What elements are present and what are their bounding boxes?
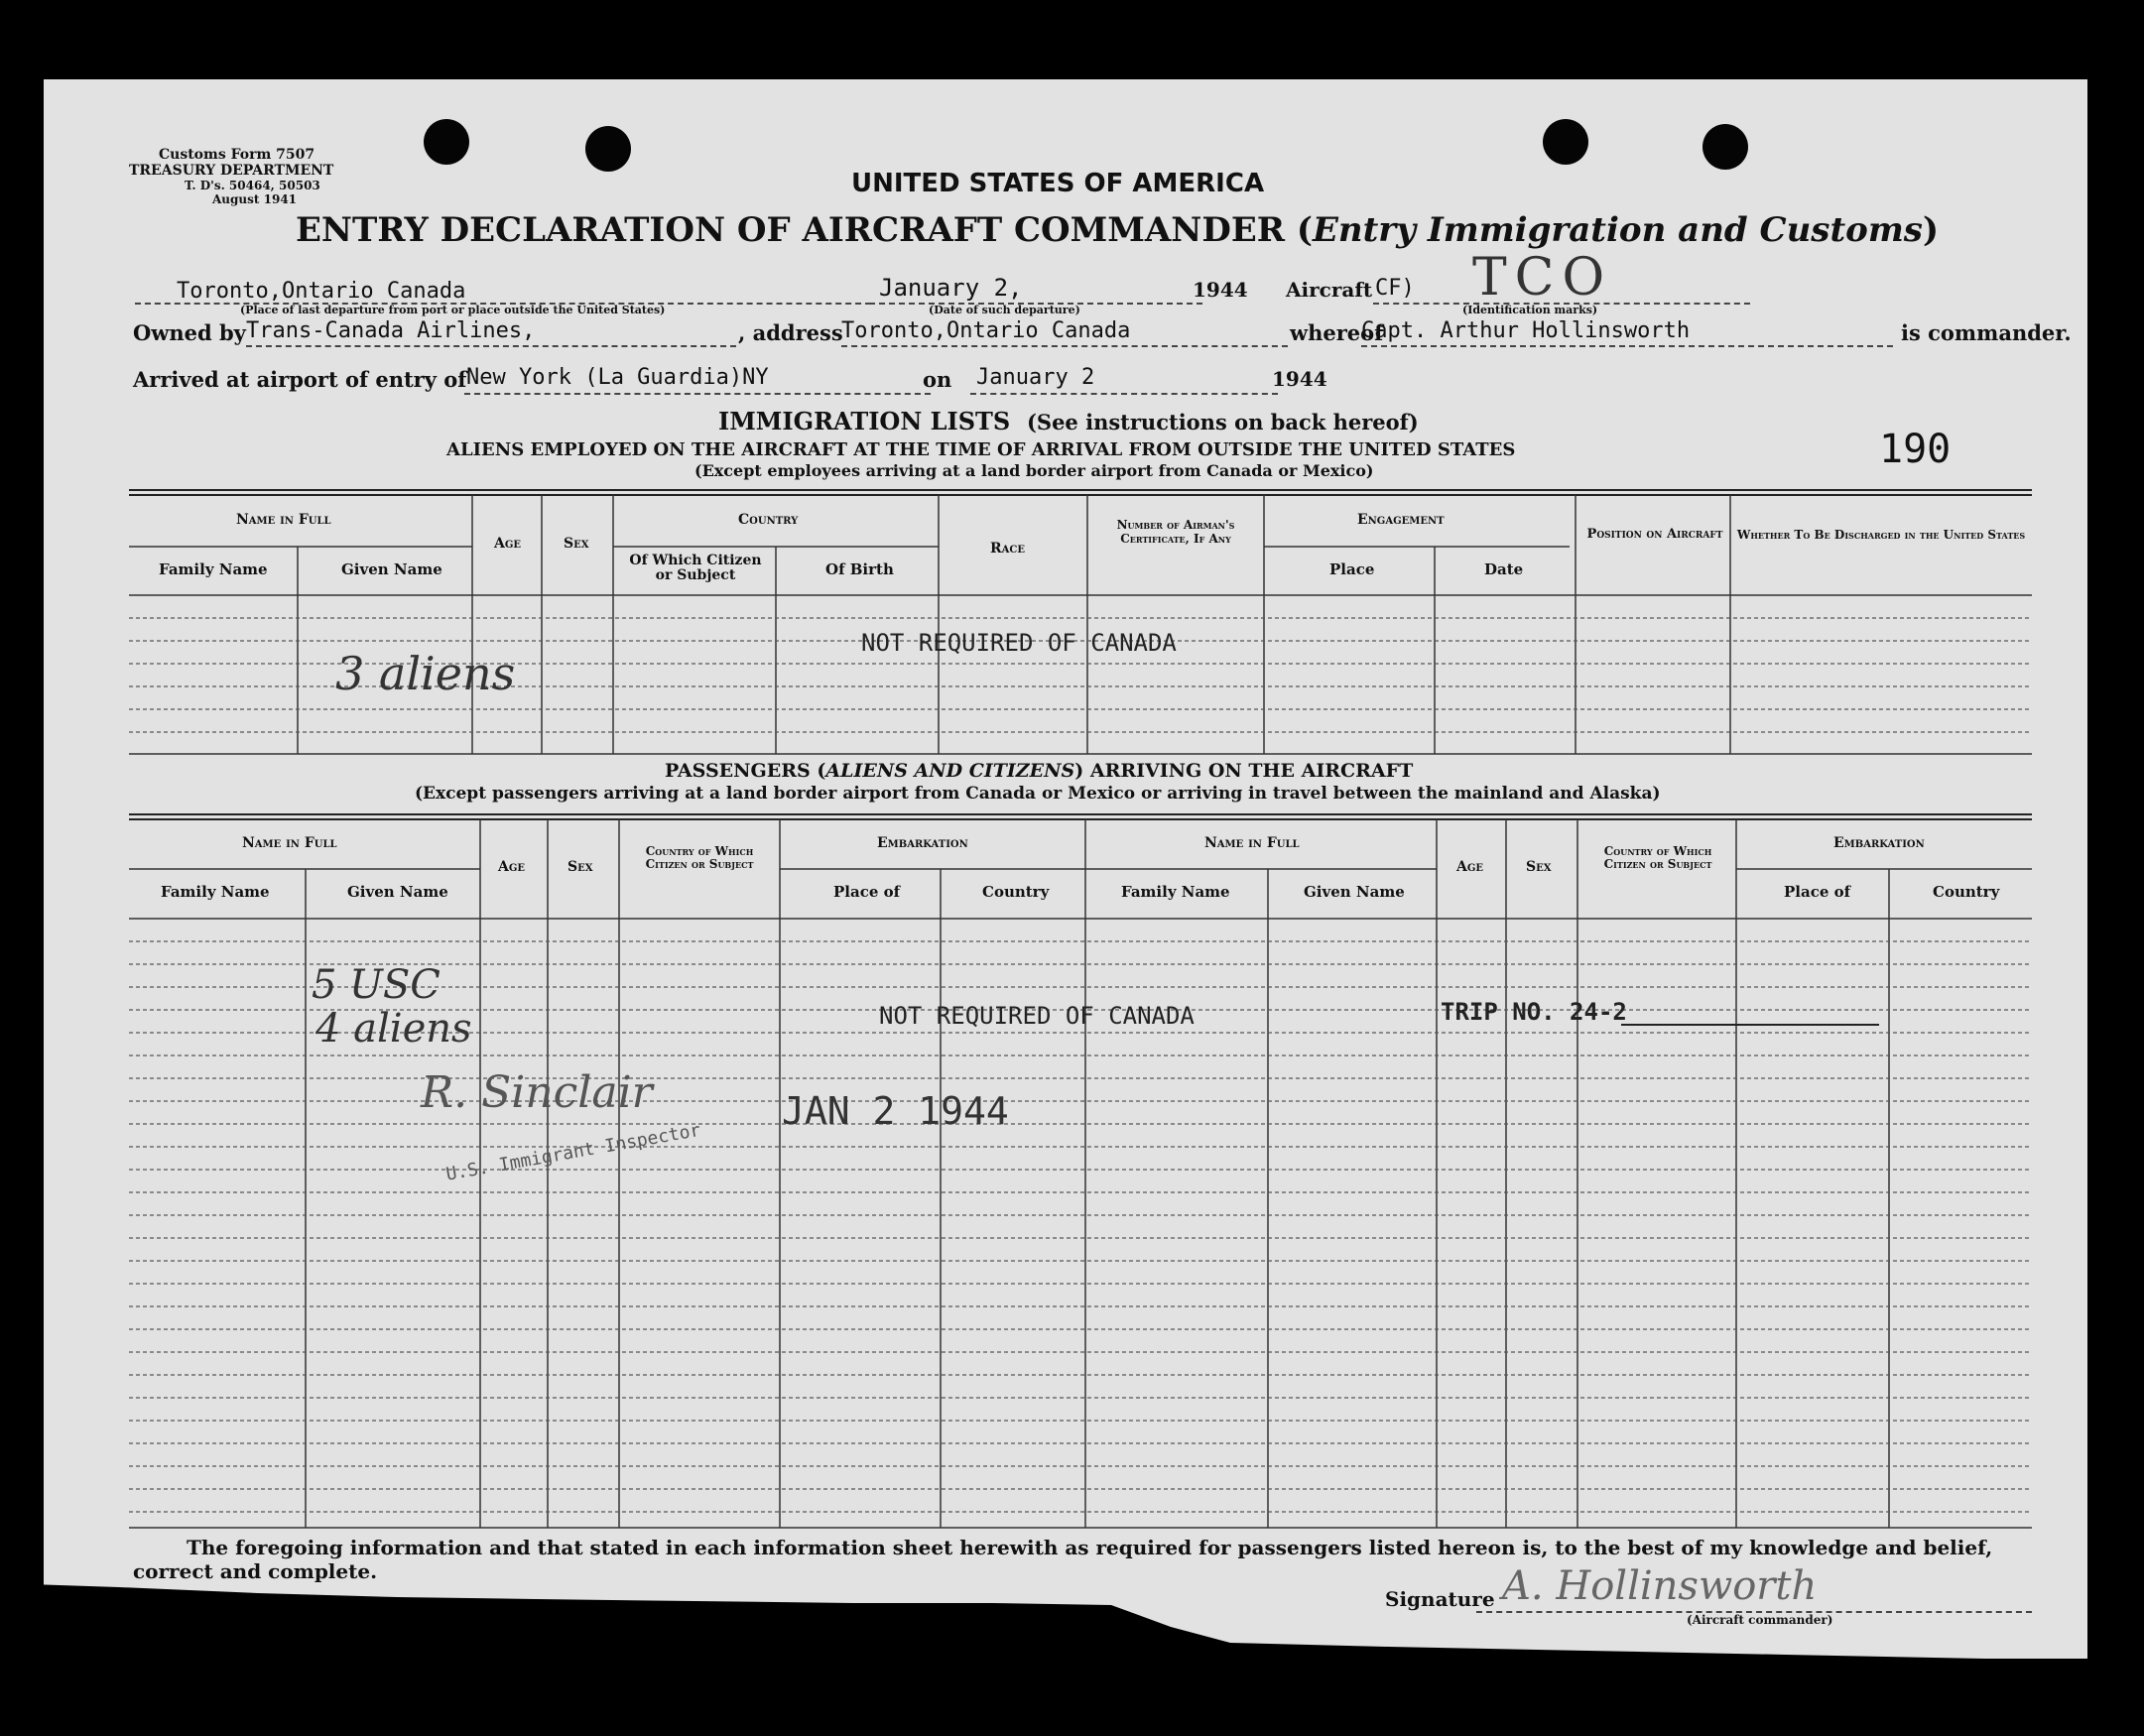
owner-name: Trans-Canada Airlines, (246, 318, 536, 343)
immigration-table-grid (44, 79, 2087, 1667)
passengers-title-a: PASSENGERS ( (665, 760, 826, 782)
imm-header-position: Position on Aircraft (1586, 527, 1723, 542)
signature-caption: (Aircraft commander) (1687, 1613, 1833, 1627)
imm-header-sex: Sex (564, 536, 589, 552)
aircraft-marks-handwritten: TCO (1472, 248, 1613, 308)
aircraft-marks-caption: (Identification marks) (1462, 304, 1598, 316)
immigration-title-main: IMMIGRATION LISTS (718, 407, 1011, 435)
owner-label: Owned by (133, 320, 246, 345)
departure-place-caption: (Place of last departure from port or place outside the United States) (240, 304, 666, 316)
inspector-stamp: U.S. Immigrant Inspector (444, 1119, 702, 1185)
imm-header-place: Place (1329, 560, 1375, 578)
imm-header-airman-cert: Number of Airman's Certificate, If Any (1116, 518, 1235, 546)
commander-signature: A. Hollinsworth (1502, 1563, 1818, 1609)
imm-header-given-name: Given Name (341, 560, 442, 578)
immigration-title-note: (See instructions on back hereof) (1026, 410, 1419, 434)
torn-edge (0, 1548, 2144, 1736)
trip-number: TRIP NO. 24-2 (1441, 998, 1627, 1026)
form-tds: T. D's. 50464, 50503 (185, 179, 320, 192)
departure-place: Toronto,Ontario Canada (177, 279, 466, 304)
passengers-handwritten-aliens: 4 aliens (315, 1006, 472, 1052)
owner-address: Toronto,Ontario Canada (841, 318, 1131, 343)
imm-header-of-which-citizen: Of Which Citizen or Subject (629, 553, 762, 583)
immigration-handwritten-count: 3 aliens (335, 647, 516, 700)
pass-header-given-name-2: Given Name (1304, 883, 1405, 901)
form-title-close: ) (1922, 210, 1940, 250)
pass-header-family-name: Family Name (161, 883, 270, 901)
imm-header-of-birth: Of Birth (825, 560, 894, 578)
imm-header-race: Race (990, 541, 1025, 557)
pass-header-sex-2: Sex (1526, 859, 1552, 875)
pass-header-name-in-full: Name in Full (242, 835, 337, 851)
declaration-text: The foregoing information and that stated in each information sheet herewith as required for passengers listed hereon is, to the best of my knowledge and belief, correct and complete. (133, 1536, 1993, 1583)
form-number: Customs Form 7507 (159, 147, 315, 163)
departure-date-caption: (Date of such departure) (929, 304, 1080, 316)
pass-header-name-in-full-2: Name in Full (1204, 835, 1300, 851)
passengers-title (665, 760, 1413, 782)
arrival-year: 1944 (1272, 367, 1327, 391)
imm-header-family-name: Family Name (159, 560, 268, 578)
signature-label: Signature (1385, 1587, 1495, 1611)
departure-year: 1944 (1193, 278, 1248, 302)
immigration-not-required: NOT REQUIRED OF CANADA (861, 629, 1177, 657)
page-number: 190 (1879, 427, 1952, 472)
pass-header-family-name-2: Family Name (1121, 883, 1230, 901)
pass-header-age: Age (498, 859, 526, 875)
form-paper (44, 79, 2087, 1667)
pass-header-given-name: Given Name (347, 883, 448, 901)
pass-header-sex: Sex (568, 859, 593, 875)
immigration-except: (Except employees arriving at a land border airport from Canada or Mexico) (694, 461, 1374, 480)
departure-date: January 2, (879, 274, 1023, 302)
whereof-label: whereof (1290, 320, 1384, 345)
date-stamp: JAN 2 1944 (782, 1089, 1009, 1133)
form-title-italic: Entry Immigration and Customs (1312, 210, 1923, 250)
passengers-not-required: NOT REQUIRED OF CANADA (879, 1002, 1195, 1030)
passengers-handwritten-usc: 5 USC (312, 962, 441, 1008)
form-date: August 1941 (212, 192, 298, 206)
immigration-subtitle: ALIENS EMPLOYED ON THE AIRCRAFT AT THE TIME OF ARRIVAL FROM OUTSIDE THE UNITED STATES (446, 439, 1516, 460)
pass-header-place-of-2: Place of (1784, 883, 1851, 901)
form-department: TREASURY DEPARTMENT (129, 163, 334, 179)
form-title-main: ENTRY DECLARATION OF AIRCRAFT COMMANDER ( (296, 210, 1313, 250)
inspector-signature: R. Sinclair (421, 1067, 653, 1118)
arrival-airport: New York (La Guardia)NY (466, 365, 769, 390)
country-heading: UNITED STATES OF AMERICA (851, 169, 1265, 198)
imm-header-discharged: Whether To Be Discharged in the United States (1736, 528, 2026, 542)
imm-header-name-in-full: Name in Full (236, 512, 331, 528)
passengers-title-italic: ALIENS AND CITIZENS (825, 760, 1075, 782)
owner-address-label: , address (738, 320, 843, 345)
pass-header-country-citizen: Country of Which Citizen or Subject (645, 844, 754, 871)
aircraft-label: Aircraft (1286, 278, 1373, 302)
imm-header-country: Country (738, 512, 799, 528)
passengers-except: (Except passengers arriving at a land border airport from Canada or Mexico or arriving in travel between the mainland and Alaska) (415, 784, 1661, 804)
trip-number-line (1621, 1024, 1879, 1026)
arrival-label: Arrived at airport of entry of (133, 367, 467, 392)
pass-header-age-2: Age (1456, 859, 1484, 875)
arrival-on-label: on (923, 367, 952, 392)
pass-header-country: Country (982, 883, 1050, 901)
pass-header-country-2: Country (1933, 883, 2000, 901)
pass-header-place-of: Place of (833, 883, 901, 901)
pass-header-country-citizen-2: Country of Which Citizen or Subject (1603, 844, 1712, 871)
pass-header-embarkation-2: Embarkation (1833, 835, 1925, 851)
pass-header-embarkation: Embarkation (877, 835, 968, 851)
imm-header-date: Date (1484, 560, 1524, 578)
imm-header-engagement: Engagement (1357, 512, 1445, 528)
arrival-date: January 2 (976, 365, 1095, 390)
imm-header-age: Age (494, 536, 522, 552)
passengers-title-b: ) ARRIVING ON THE AIRCRAFT (1074, 760, 1414, 782)
commander-name: Capt. Arthur Hollinsworth (1361, 318, 1691, 343)
aircraft-marks: CF) (1375, 276, 1415, 301)
commander-suffix: is commander. (1901, 320, 2072, 345)
